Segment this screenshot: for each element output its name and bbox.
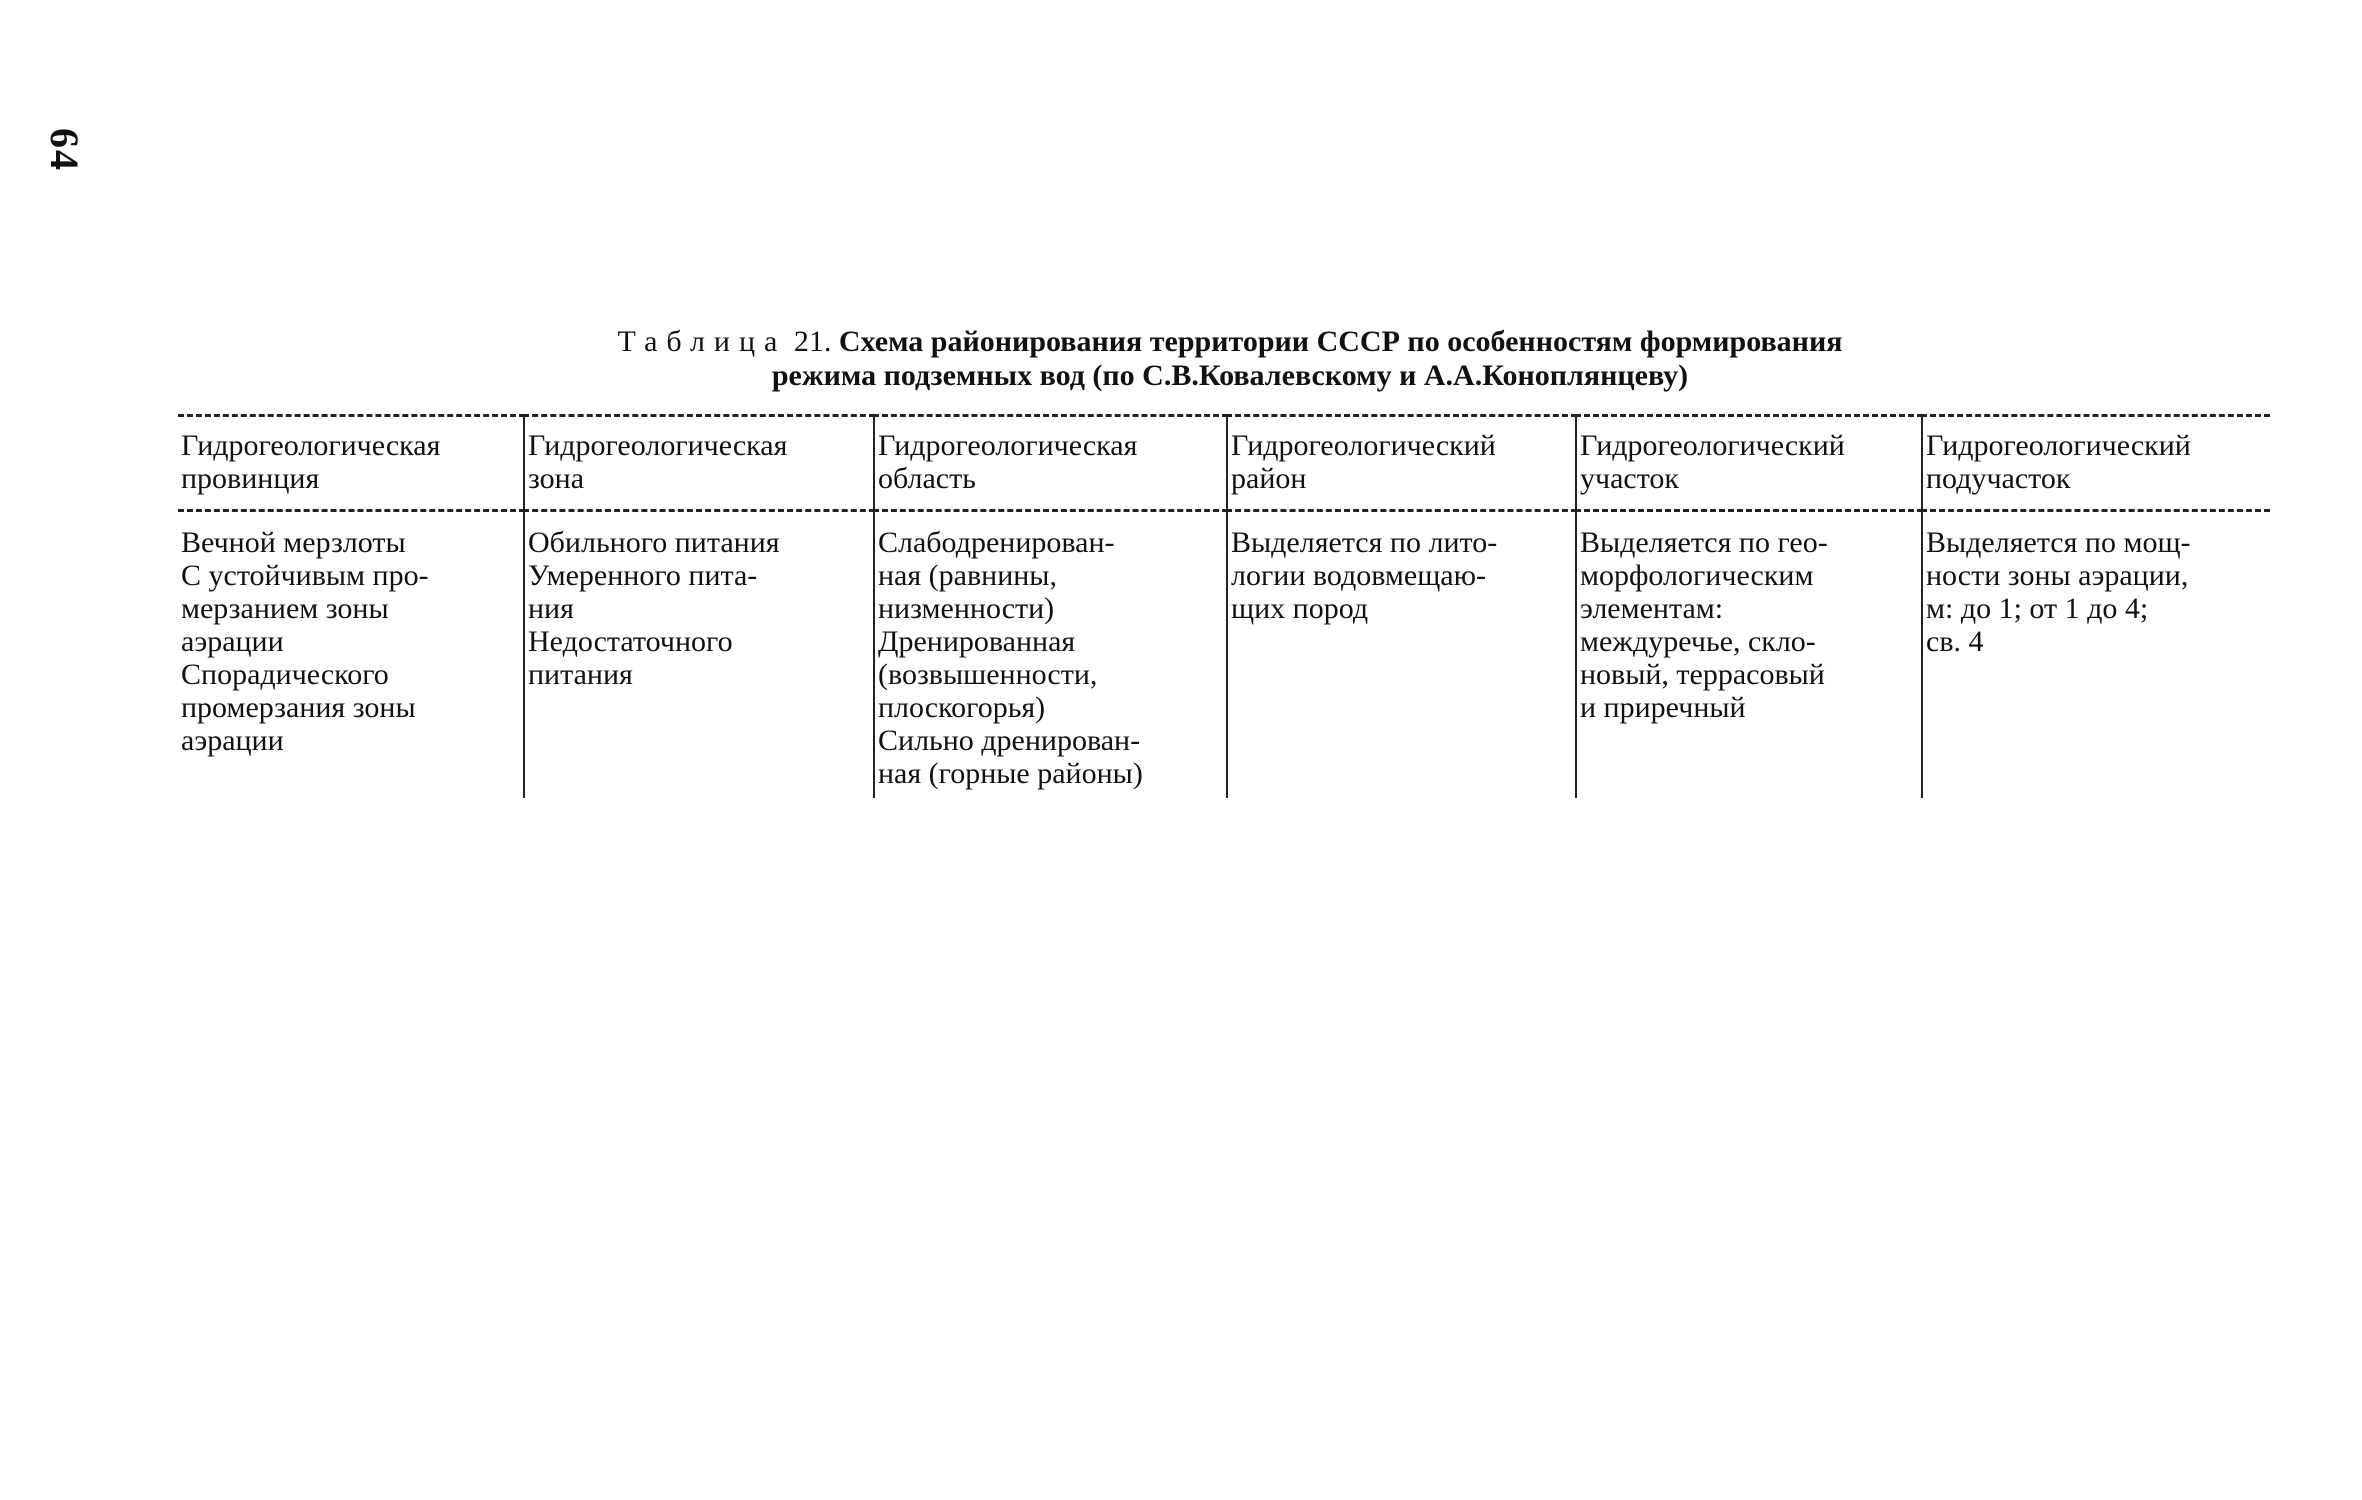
table-caption-title-line1: Схема районирования территории СССР по особенностям формирования (838, 325, 1843, 358)
table-caption-label: Таблица (617, 325, 787, 358)
cell-zone: Обильного питания Умеренного пита- ния Недостаточного питания (524, 511, 874, 799)
cell-subsection: Выделяется по мощ- ности зоны аэрации, м: до 1; от 1 до 4; св. 4 (1922, 511, 2270, 799)
page-number: 64 (42, 128, 87, 172)
table-caption-title-line2: режима подземных вод (по С.В.Ковалевскому и А.А.Коноплянцеву) (771, 359, 1689, 392)
cell-section: Выделяется по гео- морфологическим элементам: междуречье, скло- новый, террасовый и приречный (1576, 511, 1922, 799)
header-province: Гидрогеологическая провинция (181, 429, 441, 495)
header-region: Гидрогеологическая область (874, 416, 1227, 511)
table-header-row (178, 416, 2270, 511)
header-section: Гидрогеологический участок (1576, 416, 1922, 511)
header-zone: Гидрогеологическая зона (524, 416, 874, 511)
cell-district: Выделяется по лито- логии водовмещаю- щих пород (1227, 511, 1576, 799)
header-subsection: Гидрогеологический подучасток (1922, 416, 2270, 511)
cell-province: Вечной мерзлоты С устойчивым про- мерзанием зоны аэрации Спорадического промерзания зоны аэрации (181, 526, 429, 757)
table-caption (180, 325, 2280, 393)
table-row (178, 511, 2270, 799)
cell-region: Слабодренирован- ная (равнины, низменности) Дренированная (возвышенности, плоскогорья) Сильно дренирован- ная (горные районы) (874, 511, 1227, 799)
header-district: Гидрогеологический район (1227, 416, 1576, 511)
table-caption-number: 21. (793, 325, 832, 358)
regionalization-table (178, 414, 2270, 798)
